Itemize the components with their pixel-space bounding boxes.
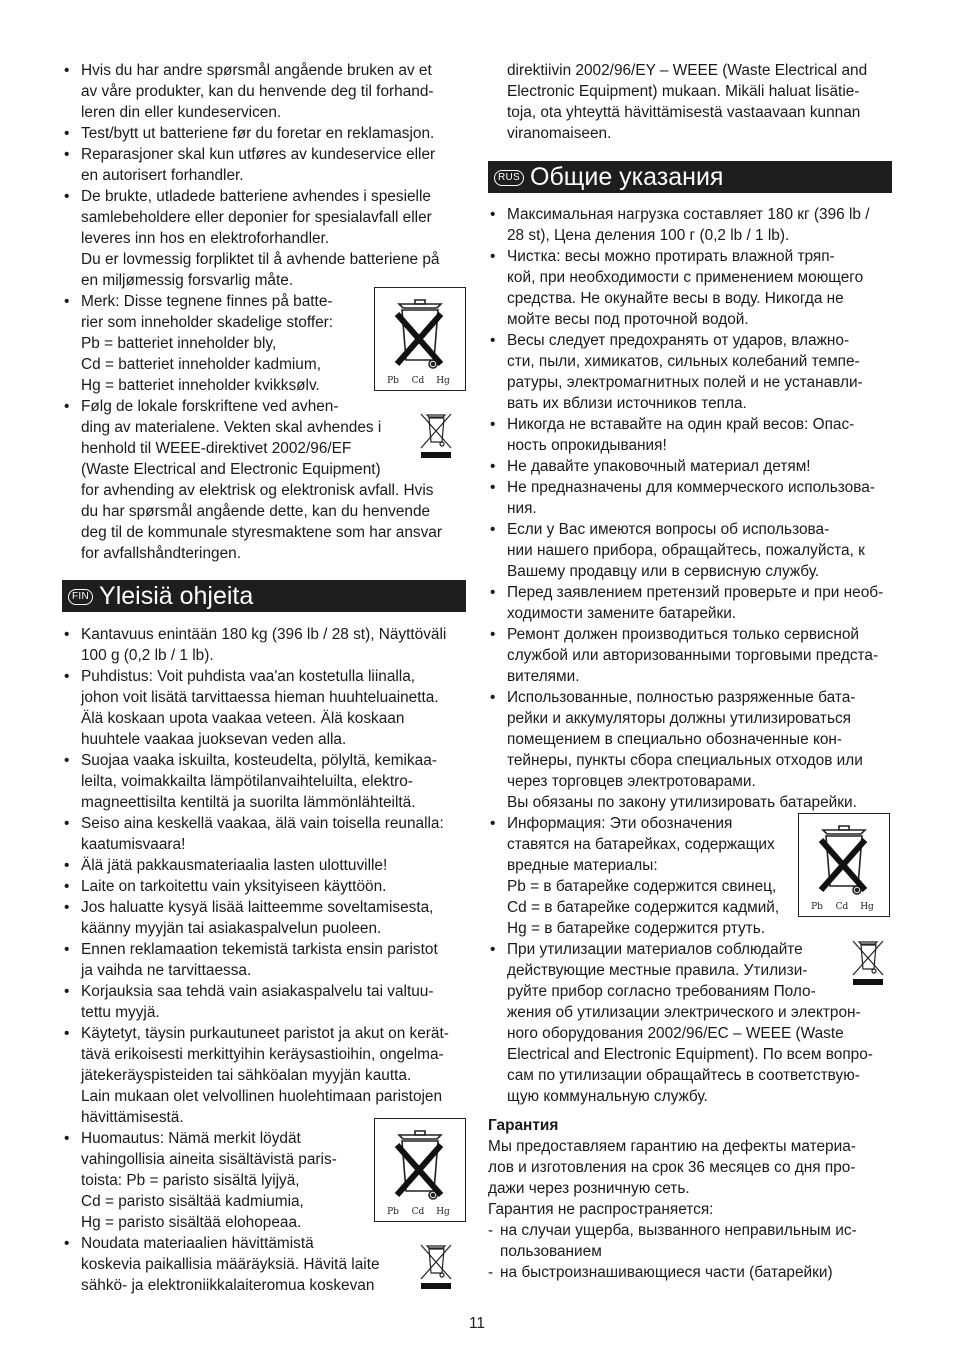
text-line: - на случаи ущерба, вызванного неправильным ис- [500, 1222, 857, 1239]
guarantee-text [488, 1136, 892, 1220]
text-line: en miljømessig forsvarlig måte. [81, 272, 294, 289]
rus-section-header [488, 161, 892, 193]
text-line: Du er lovmessig forpliktet til å avhende batteriene på [81, 251, 440, 268]
list-item [62, 1023, 466, 1128]
text-line: • Merk: Disse tegnene finnes på batte- [81, 293, 333, 310]
text-line: Cd = paristo sisältää kadmiumia, [81, 1193, 304, 1210]
text-line: koskevia paikallisia määräyksiä. Hävitä laite [81, 1256, 380, 1273]
text-line: Гарантия не распространяется: [488, 1201, 714, 1218]
text-line: huuhtele vaakaa juoksevan veden alla. [81, 731, 347, 748]
rus-language-badge: RUS [494, 170, 524, 186]
text-line: en autorisert forhandler. [81, 167, 244, 184]
text-line: • Kantavuus enintään 180 kg (396 lb / 28 st), Näyttöväli [81, 626, 447, 643]
text-line: deg til de kommunale styresmaktene som har ansvar [81, 524, 442, 541]
list-item [62, 939, 466, 981]
fin-section-header [62, 580, 466, 612]
crossed-bin-battery-icon [374, 287, 466, 391]
text-line: • Jos haluatte kysyä lisää laitteemme soveltamisesta, [81, 899, 434, 916]
text-line: du har spørsmål angående dette, kan du henvende [81, 503, 431, 520]
text-line: • Перед заявлением претензий проверьте и при необ- [507, 584, 884, 601]
text-line: • Huomautus: Nämä merkit löydät [81, 1130, 301, 1147]
text-line: tävä erikoisesti merkittyihin keräysastioihin, ongelma- [81, 1046, 444, 1063]
fin-language-badge: FIN [68, 589, 93, 605]
text-line: • Følg de lokale forskriftene ved avhen- [81, 398, 339, 415]
list-item [62, 144, 466, 186]
battery-label-pb: Pb [387, 1207, 399, 1217]
text-line: • Korjauksia saa tehdä vain asiakaspalvelu tai valtuu- [81, 983, 434, 1000]
text-line: ja vaihda ne tarvittaessa. [81, 962, 252, 979]
list-item [488, 60, 892, 144]
text-line: • Весы следует предохранять от ударов, влажно- [507, 332, 850, 349]
text-line: действующие местные правила. Утилизи- [507, 962, 808, 979]
text-line: кой, при необходимости с применением моющего [507, 269, 864, 286]
text-line: сти, пыли, химикатов, сильных колебаний темпе- [507, 353, 860, 370]
list-item [488, 687, 892, 813]
list-item [488, 582, 892, 624]
text-line: руйте прибор согласно требованиям Поло- [507, 983, 816, 1000]
list-item [488, 939, 892, 1107]
text-line: av våre produkter, kan du henvende deg til forhand- [81, 83, 434, 100]
list-item [62, 396, 466, 564]
text-line: rier som inneholder skadelige stoffer: [81, 314, 334, 331]
text-line: средства. Не окунайте весы в воду. Никогда не [507, 290, 844, 307]
list-item [62, 876, 466, 897]
finnish-list-continuation [488, 60, 892, 144]
text-line: ходимости замените батарейки. [507, 605, 737, 622]
list-item [62, 60, 466, 123]
list-item [62, 897, 466, 939]
list-item [488, 456, 892, 477]
text-line: • Ennen reklamaation tekemistä tarkista ensin paristot [81, 941, 438, 958]
page-number: 11 [469, 1315, 485, 1332]
fin-section-title: Yleisiä ohjeita [99, 581, 254, 610]
list-item [62, 981, 466, 1023]
battery-label-cd: Cd [835, 902, 849, 912]
list-item [488, 624, 892, 687]
right-column [488, 60, 892, 1283]
list-item [488, 1262, 892, 1283]
text-line: • Suojaa vaaka iskuilta, kosteudelta, pölyltä, kemikaa- [81, 752, 437, 769]
text-line: Мы предоставляем гарантию на дефекты материа- [488, 1138, 856, 1155]
text-line: • Reparasjoner skal kun utføres av kundeservice eller [81, 146, 436, 163]
text-line: Hg = в батарейке содержится ртуть. [507, 920, 765, 937]
text-line: vahingollisia aineita sisältävistä paris- [81, 1151, 337, 1168]
text-line: пользованием [500, 1243, 602, 1260]
text-line: 100 g (0,2 lb / 1 lb). [81, 647, 214, 664]
text-line: toja, ota yhteyttä hävittämisestä vastaavaan kunnan [507, 104, 861, 121]
text-line: помещением в специально обозначенные кон- [507, 731, 843, 748]
text-line: • Никогда не вставайте на один край весов: Опас- [507, 416, 855, 433]
list-item [62, 186, 466, 291]
rus-section-title: Общие указания [530, 162, 724, 191]
text-line: johon voit lisätä tarvittaessa hieman huuhteluainetta. [81, 689, 439, 706]
text-line: sähkö- ja elektroniikkalaiteromua koskevan [81, 1277, 375, 1294]
text-line: жения об утилизации электрического и электрон- [507, 1004, 861, 1021]
text-line: tettu myyjä. [81, 1004, 160, 1021]
text-line: käänny myyjän tai asiakaspalvelun puoleen. [81, 920, 382, 937]
guarantee-title: Гарантия [488, 1117, 559, 1134]
text-line: direktiivin 2002/96/EY – WEEE (Waste Electrical and [507, 62, 868, 79]
text-line: Hg = paristo sisältää elohopeaa. [81, 1214, 302, 1231]
text-line: samlebeholdere eller deponier for spesialavfall eller [81, 209, 432, 226]
text-line: hävittämisestä. [81, 1109, 184, 1126]
text-line: щую коммунальную службу. [507, 1088, 708, 1105]
text-line: leveres inn hos en elektroforhandler. [81, 230, 330, 247]
text-line: Lain mukaan olet velvollinen huolehtimaan paristojen [81, 1088, 443, 1105]
battery-label-pb: Pb [387, 376, 399, 386]
text-line: через торговцев электротоварами. [507, 773, 756, 790]
text-line: Älä koskaan upota vaakaa veteen. Älä koskaan [81, 710, 405, 727]
text-line: тейнеры, пункты сбора специальных отходов или [507, 752, 863, 769]
text-line: Cd = в батарейке содержится кадмий, [507, 899, 780, 916]
list-item [62, 750, 466, 813]
text-line: • Максимальная нагрузка составляет 180 кг (396 lb / [507, 206, 870, 223]
text-line: • De brukte, utladede batteriene avhendes i spesielle [81, 188, 431, 205]
text-line: сам по утилизации обращайтесь в соответствую- [507, 1067, 860, 1084]
text-line: вителями. [507, 668, 580, 685]
list-item [488, 1220, 892, 1262]
list-item [62, 1128, 466, 1233]
battery-label-pb: Pb [811, 902, 823, 912]
text-line: Electronic Equipment) mukaan. Mikäli haluat lisätie- [507, 83, 860, 100]
text-line: jätekeräyspisteiden tai sähköalan myyjän kautta. [81, 1067, 412, 1084]
text-line: toista: Pb = paristo sisältä lyijyä, [81, 1172, 300, 1189]
list-item [62, 123, 466, 144]
list-item [488, 204, 892, 246]
text-line: ния. [507, 500, 537, 517]
weee-crossed-bin-icon [848, 935, 888, 987]
text-line: Вы обязаны по закону утилизировать батарейки. [507, 794, 857, 811]
text-line: magneettisilta kentiltä ja suorilta lämmönlähteiltä. [81, 794, 416, 811]
list-item [488, 519, 892, 582]
text-line: • Использованные, полностью разряженные бата- [507, 689, 856, 706]
text-line: • Не предназначены для коммерческого использова- [507, 479, 875, 496]
text-line: ность опрокидывания! [507, 437, 667, 454]
text-line: Cd = batteriet inneholder kadmium, [81, 356, 321, 373]
battery-label-hg: Hg [860, 902, 874, 912]
list-item [62, 1233, 466, 1296]
text-line: leren din eller kundeservicen. [81, 104, 282, 121]
text-line: viranomaiseen. [507, 125, 612, 142]
text-line: • Käytetyt, täysin purkautuneet paristot ja akut on kerät- [81, 1025, 449, 1042]
text-line: Pb = в батарейке содержится свинец, [507, 878, 777, 895]
text-line: • Test/bytt ut batteriene før du foretar en reklamasjon. [81, 125, 435, 142]
battery-label-hg: Hg [436, 1207, 450, 1217]
text-line: • Не давайте упаковочный материал детям! [507, 458, 811, 475]
list-item [62, 666, 466, 750]
text-line: • При утилизации материалов соблюдайте [507, 941, 803, 958]
norwegian-list [62, 60, 466, 564]
text-line: вать их вблизи источников тепла. [507, 395, 747, 412]
list-item [62, 813, 466, 855]
text-line: Pb = batteriet inneholder bly, [81, 335, 277, 352]
text-line: Вашему продавцу или в сервисную службу. [507, 563, 820, 580]
text-line: ратуры, электромагнитных полей и не устанавли- [507, 374, 863, 391]
battery-label-hg: Hg [436, 376, 450, 386]
text-line: службой или авторизованными торговыми предста- [507, 647, 879, 664]
text-line: нии нашего прибора, обращайтесь, пожалуйста, к [507, 542, 865, 559]
list-item [488, 813, 892, 939]
text-line: • Noudata materiaalien hävittämistä [81, 1235, 314, 1252]
text-line: Electrical and Electronic Equipment). По всем вопро- [507, 1046, 873, 1063]
text-line: • Puhdistus: Voit puhdista vaa'an kostetulla liinalla, [81, 668, 416, 685]
battery-label-cd: Cd [411, 1207, 425, 1217]
list-item [488, 330, 892, 414]
text-line: for avfallshåndteringen. [81, 545, 241, 562]
text-line: - на быстроизнашивающиеся части (батарейки) [500, 1264, 833, 1281]
list-item [488, 246, 892, 330]
russian-list [488, 204, 892, 1107]
text-line: • Älä jätä pakkausmateriaalia lasten ulottuville! [81, 857, 388, 874]
text-line: лов и изготовления на срок 36 месяцев со дня про- [488, 1159, 856, 1176]
left-column [62, 60, 466, 1296]
text-line: • Laite on tarkoitettu vain yksityiseen käyttöön. [81, 878, 387, 895]
list-item [488, 414, 892, 456]
text-line: 28 st), Цена деления 100 г (0,2 lb / 1 lb). [507, 227, 790, 244]
text-line: ставятся на батарейках, содержащих [507, 836, 775, 853]
weee-crossed-bin-icon [416, 408, 456, 460]
text-line: • Чистка: весы можно протирать влажной тряп- [507, 248, 835, 265]
text-line: рейки и аккумуляторы должны утилизироваться [507, 710, 852, 727]
text-line: (Waste Electrical and Electronic Equipment) [81, 461, 381, 478]
text-line: ного оборудования 2002/96/EC – WEEE (Waste [507, 1025, 844, 1042]
text-line: kaatumisvaara! [81, 836, 186, 853]
text-line: leilta, voimakkailta lämpötilanvaihteluilta, elektro- [81, 773, 413, 790]
text-line: вредные материалы: [507, 857, 658, 874]
text-line: for avhending av elektrisk og elektronisk avfall. Hvis [81, 482, 434, 499]
list-item [62, 624, 466, 666]
text-line: • Информация: Эти обозначения [507, 815, 733, 832]
crossed-bin-battery-icon [798, 813, 890, 917]
text-line: дажи через розничную сеть. [488, 1180, 690, 1197]
text-line: Hg = batteriet inneholder kvikksølv. [81, 377, 320, 394]
list-item [488, 477, 892, 519]
finnish-list [62, 624, 466, 1296]
text-line: мойте весы под проточной водой. [507, 311, 749, 328]
weee-crossed-bin-icon [416, 1239, 456, 1291]
list-item [62, 291, 466, 396]
crossed-bin-battery-icon [374, 1118, 466, 1222]
text-line: • Ремонт должен производиться только сервисной [507, 626, 859, 643]
guarantee-exclusions [488, 1220, 892, 1283]
text-line: • Hvis du har andre spørsmål angående bruken av et [81, 62, 432, 79]
text-line: ding av materialene. Vekten skal avhendes i [81, 419, 382, 436]
list-item [62, 855, 466, 876]
text-line: henhold til WEEE-direktivet 2002/96/EF [81, 440, 352, 457]
battery-label-cd: Cd [411, 376, 425, 386]
text-line: • Если у Вас имеются вопросы об использова- [507, 521, 830, 538]
text-line: • Seiso aina keskellä vaakaa, älä vain toisella reunalla: [81, 815, 444, 832]
